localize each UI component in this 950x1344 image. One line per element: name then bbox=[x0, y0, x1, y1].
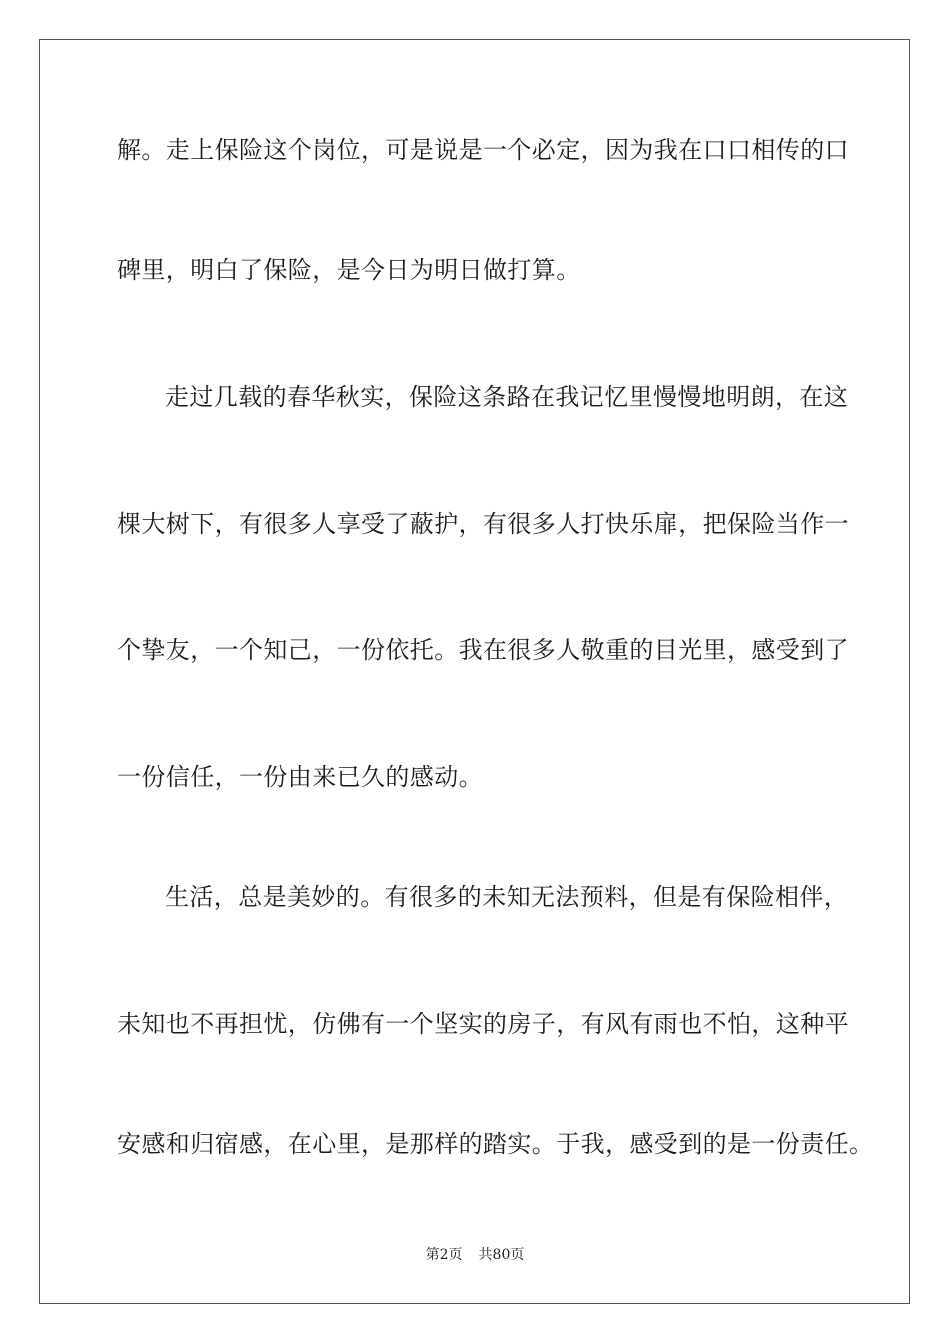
text-line-2: 碑里，明白了保险，是今日为明日做打算。 bbox=[117, 256, 581, 284]
page-footer bbox=[0, 1246, 950, 1264]
text-line-9: 安感和归宿感，在心里，是那样的踏实。于我，感受到的是一份责任。 bbox=[117, 1130, 874, 1158]
total-pages: 共80页 bbox=[478, 1247, 525, 1263]
text-line-3: 走过几载的春华秋实，保险这条路在我记忆里慢慢地明朗，在这 bbox=[165, 383, 849, 411]
text-line-5: 个挚友，一个知己，一份依托。我在很多人敬重的目光里，感受到了 bbox=[117, 636, 849, 664]
text-line-4: 棵大树下，有很多人享受了蔽护，有很多人打快乐扉，把保险当作一 bbox=[117, 510, 849, 538]
text-line-1: 解。走上保险这个岗位，可是说是一个必定，因为我在口口相传的口 bbox=[117, 136, 849, 164]
text-line-6: 一份信任，一份由来已久的感动。 bbox=[117, 763, 483, 791]
text-line-7: 生活，总是美妙的。有很多的未知无法预料，但是有保险相伴， bbox=[165, 883, 849, 911]
page-frame bbox=[39, 39, 910, 1304]
text-line-8: 未知也不再担忧，仿佛有一个坚实的房子，有风有雨也不怕，这种平 bbox=[117, 1010, 849, 1038]
page-number: 第2页 bbox=[425, 1247, 463, 1263]
